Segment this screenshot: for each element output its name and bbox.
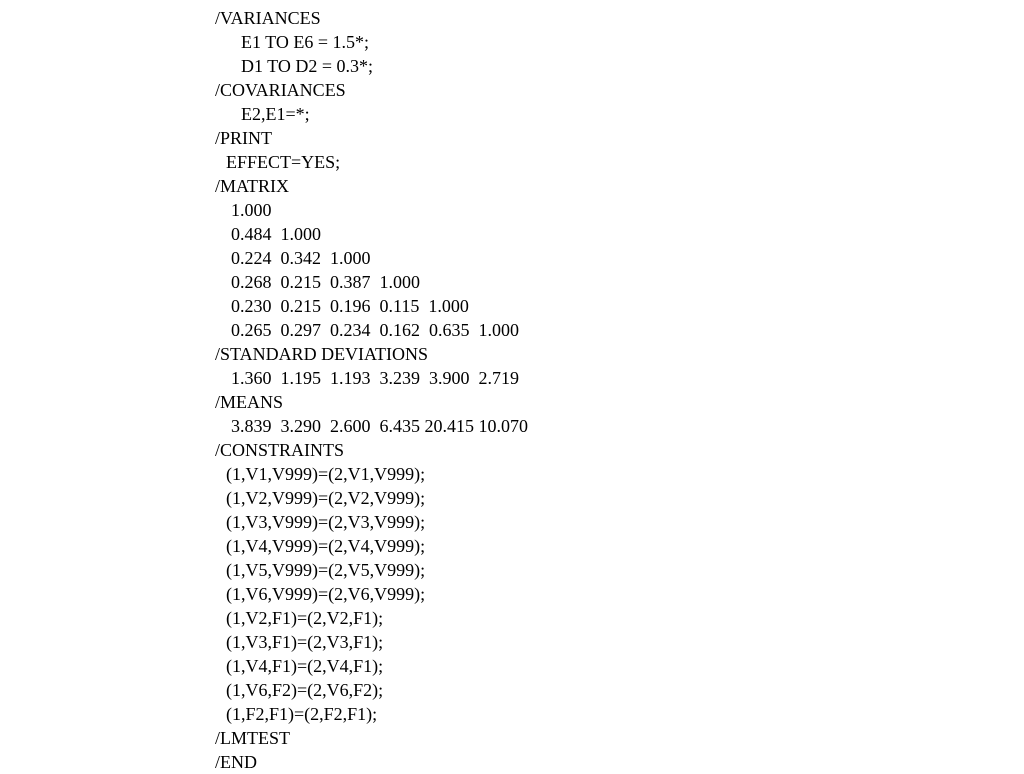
code-line: 1.360 1.195 1.193 3.239 3.900 2.719 [231, 368, 519, 388]
code-line: EFFECT=YES; [226, 152, 341, 172]
code-line: 3.839 3.290 2.600 6.435 20.415 10.070 [231, 416, 528, 436]
section-keyword-line: /CONSTRAINTS [215, 440, 345, 460]
code-line: 0.230 0.215 0.196 0.115 1.000 [231, 296, 469, 316]
code-line: (1,V5,V999)=(2,V5,V999); [226, 560, 426, 580]
section-keyword-line: /VARIANCES [215, 8, 321, 28]
section-keyword-line: /MATRIX [215, 176, 290, 196]
code-line: (1,V2,V999)=(2,V2,V999); [226, 488, 426, 508]
code-line: (1,V6,V999)=(2,V6,V999); [226, 584, 426, 604]
code-line: 1.000 [231, 200, 272, 220]
code-line: E1 TO E6 = 1.5*; [241, 32, 369, 52]
code-line: 0.265 0.297 0.234 0.162 0.635 1.000 [231, 320, 519, 340]
section-keyword-line: /STANDARD DEVIATIONS [215, 344, 429, 364]
code-line: (1,V6,F2)=(2,V6,F2); [226, 680, 384, 700]
code-line: (1,V3,F1)=(2,V3,F1); [226, 632, 384, 652]
code-line: D1 TO D2 = 0.3*; [241, 56, 373, 76]
section-keyword-line: /END [215, 752, 257, 772]
code-line: (1,V1,V999)=(2,V1,V999); [226, 464, 426, 484]
code-line: (1,V2,F1)=(2,V2,F1); [226, 608, 384, 628]
section-keyword-line: /LMTEST [215, 728, 290, 748]
code-line: (1,F2,F1)=(2,F2,F1); [226, 704, 378, 724]
code-line: (1,V4,F1)=(2,V4,F1); [226, 656, 384, 676]
code-line: E2,E1=*; [241, 104, 310, 124]
code-line: 0.224 0.342 1.000 [231, 248, 371, 268]
code-line: (1,V4,V999)=(2,V4,V999); [226, 536, 426, 556]
code-listing [0, 6, 1024, 774]
section-keyword-line: /MEANS [215, 392, 284, 412]
code-line: (1,V3,V999)=(2,V3,V999); [226, 512, 426, 532]
section-keyword-line: /COVARIANCES [215, 80, 346, 100]
section-keyword-line: /PRINT [215, 128, 273, 148]
code-line: 0.268 0.215 0.387 1.000 [231, 272, 420, 292]
code-line: 0.484 1.000 [231, 224, 321, 244]
